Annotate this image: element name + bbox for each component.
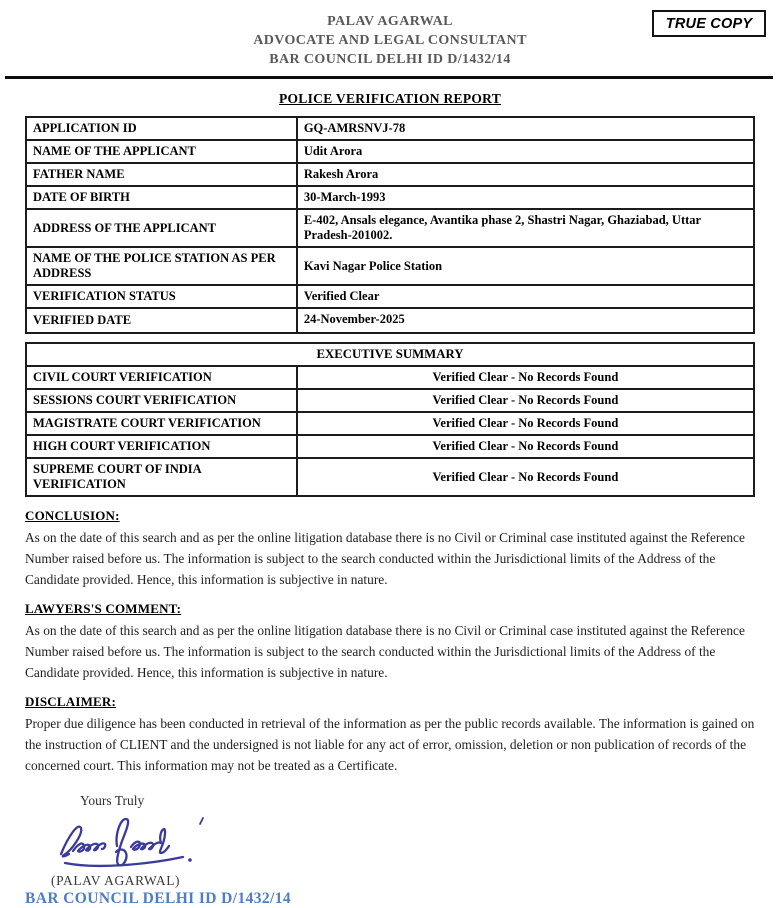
disclaimer-text: Proper due diligence has been conducted in retrieval of the information as per the public records available. The information is gained on the instruction of CLIENT and the undersigned is not liable for any act of error, omission, deletion or non publication of records of the concerned court. This information may not be treated as a Certificate. [25,716,755,773]
detail-label: FATHER NAME [26,163,297,186]
disclaimer-section [25,694,755,776]
conclusion-section [25,508,755,590]
table-row [26,186,754,209]
detail-label: APPLICATION ID [26,117,297,140]
court-status: Verified Clear - No Records Found [297,412,754,435]
court-label: CIVIL COURT VERIFICATION [26,366,297,389]
summary-title: EXECUTIVE SUMMARY [26,343,754,366]
court-status: Verified Clear - No Records Found [297,435,754,458]
detail-value: 30-March-1993 [297,186,754,209]
table-row [26,247,754,285]
detail-label: VERIFIED DATE [26,308,297,333]
detail-label: VERIFICATION STATUS [26,285,297,308]
table-row [26,140,754,163]
court-label: SESSIONS COURT VERIFICATION [26,389,297,412]
table-row [26,389,754,412]
true-copy-label: TRUE COPY [665,15,753,32]
signature-ink-icon [53,813,213,873]
bar-council-id: BAR COUNCIL DELHI ID D/1432/14 [25,890,292,907]
header-divider [5,76,773,79]
court-status: Verified Clear - No Records Found [297,458,754,496]
court-status: Verified Clear - No Records Found [297,366,754,389]
closing-phrase: Yours Truly [80,793,145,808]
advocate-name: PALAV AGARWAL [327,14,453,29]
detail-label: DATE OF BIRTH [26,186,297,209]
table-row [26,117,754,140]
disclaimer-heading: DISCLAIMER: [25,694,117,709]
court-status: Verified Clear - No Records Found [297,389,754,412]
table-row [26,209,754,247]
summary-header-row [26,343,754,366]
table-row [26,412,754,435]
court-label: SUPREME COURT OF INDIA VERIFICATION [26,458,297,496]
court-label: HIGH COURT VERIFICATION [26,435,297,458]
detail-value: Rakesh Arora [297,163,754,186]
detail-value: 24-November-2025 [297,308,754,333]
table-row [26,458,754,496]
applicant-details-table [25,116,755,334]
report-title: POLICE VERIFICATION REPORT [278,91,502,106]
detail-label: NAME OF THE POLICE STATION AS PER ADDRESS [26,247,297,285]
lawyers-comment-heading: LAWYERS'S COMMENT: [25,601,182,616]
table-row [26,435,754,458]
letterhead [25,12,755,69]
executive-summary-table [25,342,755,497]
advocate-bar-id: BAR COUNCIL DELHI ID D/1432/14 [269,52,511,67]
detail-value: Udit Arora [297,140,754,163]
lawyers-comment-section [25,601,755,683]
detail-value: E-402, Ansals elegance, Avantika phase 2, Shastri Nagar, Ghaziabad, Uttar Pradesh-201002. [297,209,754,247]
conclusion-heading: CONCLUSION: [25,508,120,523]
detail-value: Verified Clear [297,285,754,308]
signatory-name: (PALAV AGARWAL) [51,873,181,888]
advocate-designation: ADVOCATE AND LEGAL CONSULTANT [253,33,527,48]
conclusion-text: As on the date of this search and as per the online litigation database there is no Civil or Criminal case instituted against the Reference Number raised before us. The information is subject to the search conducted within the Jurisdictional limits of the Address of the Candidate provided. Hence, this information is subjective in nature. [25,530,745,587]
detail-value: GQ-AMRSNVJ-78 [297,117,754,140]
table-row [26,366,754,389]
court-label: MAGISTRATE COURT VERIFICATION [26,412,297,435]
detail-label: ADDRESS OF THE APPLICANT [26,209,297,247]
lawyers-comment-text: As on the date of this search and as per the online litigation database there is no Civil or Criminal case instituted against the Reference Number raised before us. The information is subject to the search conducted within the Jurisdictional limits of the Address of the Candidate provided. Hence, this information is subjective in nature. [25,623,745,680]
true-copy-stamp [652,10,766,37]
table-row [26,163,754,186]
detail-value: Kavi Nagar Police Station [297,247,754,285]
table-row [26,308,754,333]
detail-label: NAME OF THE APPLICANT [26,140,297,163]
table-row [26,285,754,308]
palav-agarwal-signature [53,813,755,873]
